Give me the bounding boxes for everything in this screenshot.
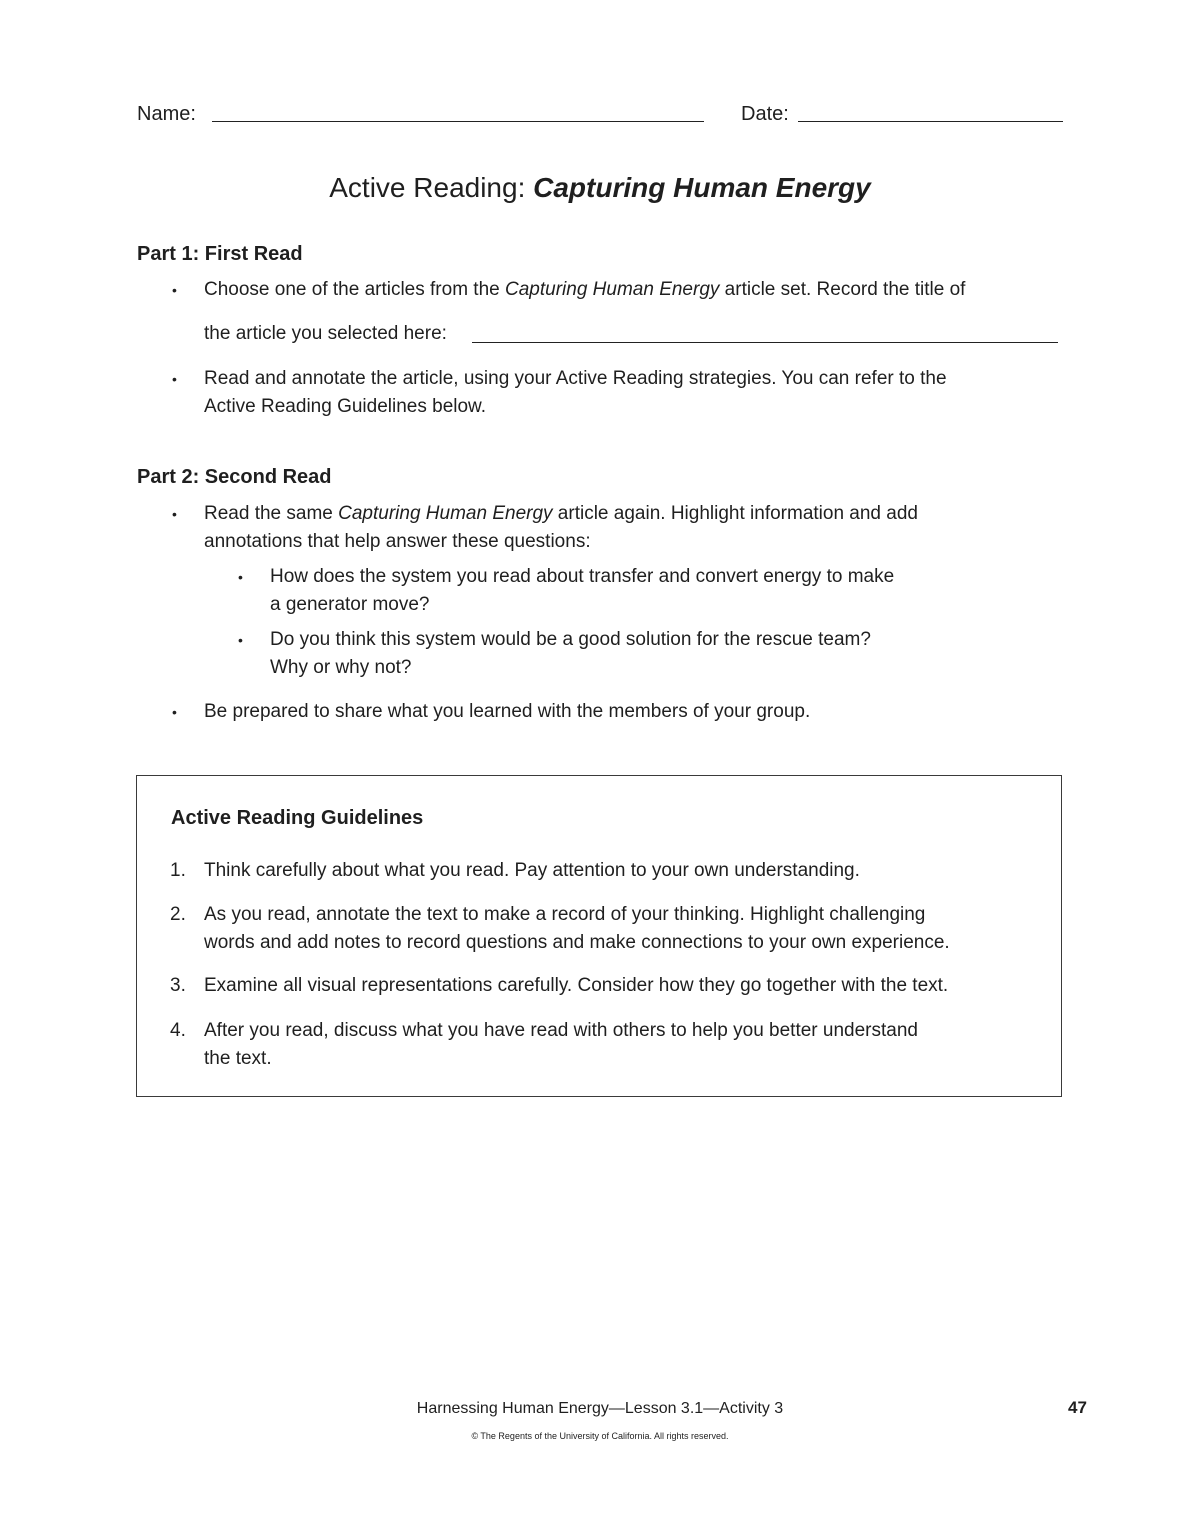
part1-item2-line1: Read and annotate the article, using your Active Reading strategies. You can refer to the — [204, 368, 947, 389]
part2-item1-line2: annotations that help answer these questions: — [204, 531, 591, 552]
date-field-line[interactable] — [798, 121, 1063, 122]
bullet-icon: • — [172, 371, 177, 387]
bullet-icon: • — [172, 506, 177, 522]
bullet-icon: • — [172, 704, 177, 720]
footer-course: Harnessing Human Energy—Lesson 3.1—Activity 3 — [416, 1400, 784, 1417]
guideline-2-line1: As you read, annotate the text to make a record of your thinking. Highlight challenging — [204, 904, 926, 925]
guideline-4-line1: After you read, discuss what you have read with others to help you better understand — [204, 1020, 918, 1041]
part1-item2-line2: Active Reading Guidelines below. — [204, 396, 487, 417]
part2-sub1-line2: a generator move? — [270, 594, 430, 615]
bullet-icon: • — [238, 569, 243, 585]
date-label: Date: — [741, 103, 789, 125]
name-label: Name: — [137, 103, 196, 125]
guideline-4-line2: the text. — [204, 1048, 272, 1069]
guideline-3-line1: Examine all visual representations carefully. Consider how they go together with the text. — [204, 975, 949, 996]
guideline-1-line1: Think carefully about what you read. Pay attention to your own understanding. — [204, 860, 860, 881]
part1-item1-line2: the article you selected here: — [204, 323, 447, 344]
guideline-number: 3. — [170, 975, 186, 996]
part2-sub2-line1: Do you think this system would be a good solution for the rescue team? — [270, 629, 871, 650]
part1-heading: Part 1: First Read — [137, 243, 303, 265]
guideline-number: 1. — [170, 860, 186, 881]
article-title-field-line[interactable] — [472, 342, 1058, 343]
part2-sub2-line2: Why or why not? — [270, 657, 412, 678]
page-title: Active Reading: Capturing Human Energy — [329, 172, 871, 203]
part1-item1-line1: Choose one of the articles from the Capturing Human Energy article set. Record the title of — [204, 279, 966, 300]
part2-heading: Part 2: Second Read — [137, 466, 332, 488]
bullet-icon: • — [238, 632, 243, 648]
page-number: 47 — [1068, 1398, 1087, 1417]
guideline-2-line2: words and add notes to record questions and make connections to your own experience. — [204, 932, 950, 953]
guideline-number: 2. — [170, 904, 186, 925]
guidelines-heading: Active Reading Guidelines — [171, 807, 424, 829]
copyright: © The Regents of the University of California. All rights reserved. — [471, 1431, 729, 1441]
bullet-icon: • — [172, 282, 177, 298]
part2-sub1-line1: How does the system you read about transfer and convert energy to make — [270, 566, 895, 587]
part2-item2: Be prepared to share what you learned with the members of your group. — [204, 701, 811, 722]
part2-item1-line1: Read the same Capturing Human Energy article again. Highlight information and add — [204, 503, 918, 524]
guideline-number: 4. — [170, 1020, 186, 1041]
name-field-line[interactable] — [212, 121, 704, 122]
